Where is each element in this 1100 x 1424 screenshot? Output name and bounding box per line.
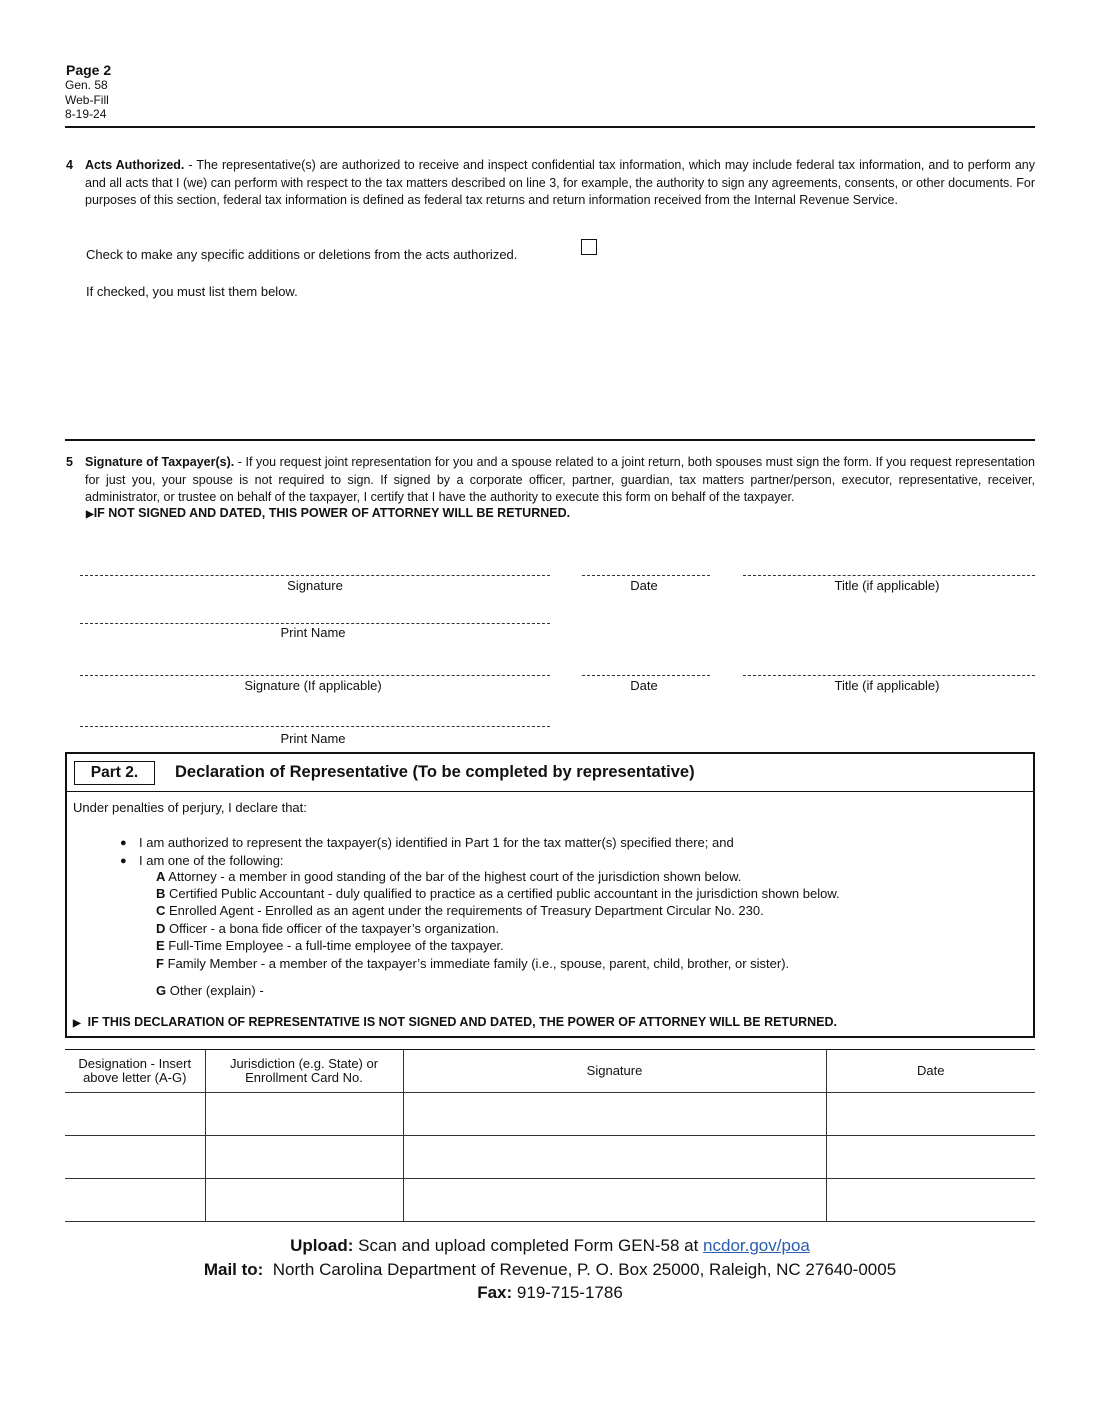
upload-text: Scan and upload completed Form GEN-58 at bbox=[353, 1236, 704, 1255]
header-jurisdiction: Jurisdiction (e.g. State) or Enrollment Card No. bbox=[205, 1050, 403, 1093]
acts-authorized-checkbox[interactable] bbox=[581, 239, 597, 255]
print-name-label: Print Name bbox=[280, 625, 346, 640]
arrow-right-icon: ▶ bbox=[73, 1018, 81, 1029]
part2-declaration-box bbox=[65, 752, 1035, 1038]
designation-cell[interactable] bbox=[65, 1179, 205, 1222]
section-divider bbox=[65, 439, 1035, 441]
section-4-title: Acts Authorized. bbox=[85, 158, 185, 172]
print-name-2-label: Print Name bbox=[280, 731, 346, 746]
section-4-number: 4 bbox=[66, 158, 73, 172]
header-date: Date bbox=[826, 1050, 1035, 1093]
print-name-2-line[interactable] bbox=[80, 726, 550, 727]
option-e bbox=[156, 937, 504, 954]
footer-upload bbox=[0, 1236, 1100, 1256]
arrow-right-icon: ▶ bbox=[86, 509, 94, 520]
declaration-warning-text: IF THIS DECLARATION OF REPRESENTATIVE IS NOT SIGNED AND DATED, THE POWER OF ATTORNEY WILL BE RETURNED. bbox=[87, 1015, 837, 1029]
title-line[interactable] bbox=[743, 575, 1035, 576]
table-header-row bbox=[65, 1050, 1035, 1093]
option-text: Family Member - a member of the taxpayer’s immediate family (i.e., spouse, parent, child, brother, or sister). bbox=[167, 956, 790, 971]
section-5-title: Signature of Taxpayer(s). bbox=[85, 455, 235, 469]
option-text: Certified Public Accountant - duly qualified to practice as a certified public accountant in the jurisdiction shown below. bbox=[169, 886, 840, 901]
page-number: Page 2 bbox=[66, 62, 112, 78]
part2-intro: Under penalties of perjury, I declare that: bbox=[73, 800, 307, 815]
bullet-icon: ● bbox=[120, 855, 127, 867]
option-text: Full-Time Employee - a full-time employee of the taxpayer. bbox=[168, 938, 504, 953]
option-text: Enrolled Agent - Enrolled as an agent under the requirements of Treasury Department Circular No. 230. bbox=[169, 903, 764, 918]
option-letter: C bbox=[156, 903, 166, 918]
title-2-line[interactable] bbox=[743, 675, 1035, 676]
fax-text: 919-715-1786 bbox=[512, 1283, 623, 1302]
table-row bbox=[65, 1093, 1035, 1136]
form-version: Web-Fill bbox=[65, 93, 109, 107]
acts-if-checked-note: If checked, you must list them below. bbox=[86, 284, 298, 299]
option-letter: B bbox=[156, 886, 166, 901]
option-text: Officer - a bona fide officer of the taxpayer’s organization. bbox=[169, 921, 500, 936]
form-date: 8-19-24 bbox=[65, 107, 107, 121]
signature-2-line[interactable] bbox=[80, 675, 550, 676]
part2-header-divider bbox=[67, 791, 1033, 792]
option-letter: E bbox=[156, 938, 165, 953]
part2-bullet-1: I am authorized to represent the taxpayer(s) identified in Part 1 for the tax matter(s) specified there; and bbox=[139, 835, 734, 850]
part2-bullet-2: I am one of the following: bbox=[139, 853, 284, 868]
signature-label: Signature bbox=[287, 578, 343, 593]
section-4-text bbox=[85, 157, 1035, 210]
other-explain-field[interactable] bbox=[277, 980, 1017, 1000]
date-cell[interactable] bbox=[826, 1136, 1035, 1179]
header-signature: Signature bbox=[403, 1050, 826, 1093]
option-text: Attorney - a member in good standing of the bar of the highest court of the jurisdiction shown below. bbox=[168, 869, 742, 884]
option-letter: D bbox=[156, 921, 166, 936]
signature-cell[interactable] bbox=[403, 1093, 826, 1136]
jurisdiction-cell[interactable] bbox=[205, 1179, 403, 1222]
table-row bbox=[65, 1179, 1035, 1222]
section-5-text bbox=[85, 454, 1035, 507]
date-label: Date bbox=[630, 578, 658, 593]
signature-warning-text: IF NOT SIGNED AND DATED, THIS POWER OF ATTORNEY WILL BE RETURNED. bbox=[93, 506, 571, 520]
designation-cell[interactable] bbox=[65, 1093, 205, 1136]
form-id: Gen. 58 bbox=[65, 78, 108, 92]
section-5-body: - If you request joint representation for you and a spouse related to a joint return, both spouses must sign the form. If you request representation for just you, your spouse is not required to sign. If signed by a corporate officer, partner, guardian, tax matters partner/person, executor, representative, receiver, administrator, or trustee on behalf of the taxpayer, I certify that I have the authority to execute this form on behalf of the taxpayer. bbox=[85, 455, 1035, 504]
option-d bbox=[156, 920, 499, 937]
acts-check-label: Check to make any specific additions or deletions from the acts authorized. bbox=[86, 247, 518, 262]
section-5-number: 5 bbox=[66, 455, 73, 469]
date-2-label: Date bbox=[630, 678, 658, 693]
upload-label: Upload: bbox=[290, 1236, 354, 1255]
option-letter: G bbox=[156, 983, 167, 998]
jurisdiction-cell[interactable] bbox=[205, 1136, 403, 1179]
signature-cell[interactable] bbox=[403, 1179, 826, 1222]
option-c bbox=[156, 902, 764, 919]
signature-cell[interactable] bbox=[403, 1136, 826, 1179]
bullet-icon: ● bbox=[120, 837, 127, 849]
date-2-line[interactable] bbox=[582, 675, 710, 676]
print-name-line[interactable] bbox=[80, 623, 550, 624]
title-label: Title (if applicable) bbox=[834, 578, 940, 593]
header-designation: Designation - Insert above letter (A-G) bbox=[65, 1050, 205, 1093]
acts-list-field[interactable] bbox=[85, 305, 1035, 430]
designation-cell[interactable] bbox=[65, 1136, 205, 1179]
option-g bbox=[156, 982, 264, 999]
date-cell[interactable] bbox=[826, 1093, 1035, 1136]
option-letter: A bbox=[156, 869, 166, 884]
section-4-body: - The representative(s) are authorized to receive and inspect confidential tax information, which may include federal tax information, and to perform any and all acts that I (we) can perform with respect to the tax matters described on line 3, for example, the authority to sign any agreements, consents, or other documents. For purposes of this section, federal tax information is defined as federal tax returns and return information received from the Internal Revenue Service. bbox=[85, 158, 1035, 207]
option-text: Other (explain) - bbox=[169, 983, 264, 998]
option-a bbox=[156, 868, 741, 885]
mail-text: North Carolina Department of Revenue, P. O. Box 25000, Raleigh, NC 27640-0005 bbox=[263, 1260, 897, 1279]
option-f bbox=[156, 955, 789, 972]
part2-title: Declaration of Representative (To be completed by representative) bbox=[175, 763, 695, 781]
representative-table bbox=[65, 1049, 1035, 1222]
header-divider bbox=[65, 126, 1035, 128]
table-row bbox=[65, 1136, 1035, 1179]
jurisdiction-cell[interactable] bbox=[205, 1093, 403, 1136]
option-b bbox=[156, 885, 840, 902]
part2-tag: Part 2. bbox=[74, 761, 155, 785]
signature-2-label: Signature (If applicable) bbox=[244, 678, 382, 693]
date-line[interactable] bbox=[582, 575, 710, 576]
fax-label: Fax: bbox=[477, 1283, 513, 1302]
date-cell[interactable] bbox=[826, 1179, 1035, 1222]
footer-mail bbox=[0, 1260, 1100, 1280]
signature-warning bbox=[86, 506, 570, 520]
footer-fax bbox=[0, 1283, 1100, 1303]
signature-line[interactable] bbox=[80, 575, 550, 576]
title-2-label: Title (if applicable) bbox=[834, 678, 940, 693]
declaration-warning bbox=[73, 1015, 837, 1029]
upload-link[interactable]: ncdor.gov/poa bbox=[703, 1236, 810, 1255]
mail-label: Mail to: bbox=[203, 1260, 264, 1279]
option-letter: F bbox=[156, 956, 164, 971]
